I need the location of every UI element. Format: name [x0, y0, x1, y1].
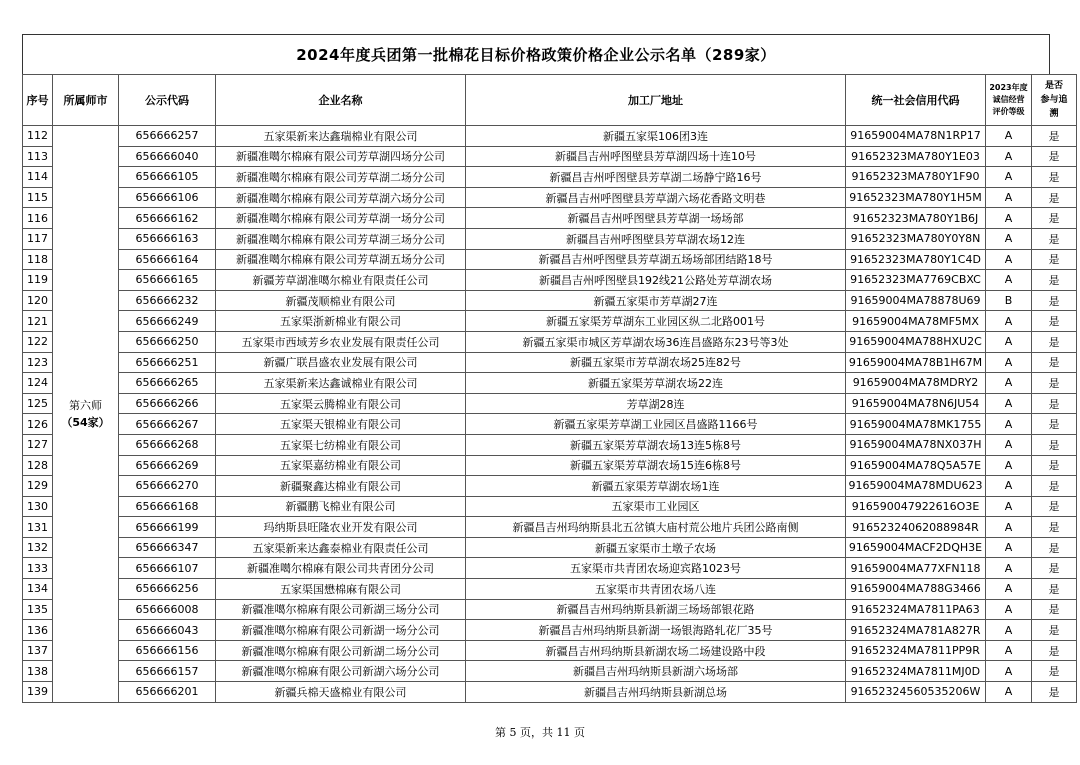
row-seq: 129	[23, 476, 53, 497]
table-row	[23, 352, 1077, 373]
row-credit-code: 91659004MA788HXU2C	[846, 331, 986, 352]
row-seq: 132	[23, 537, 53, 558]
header-code: 公示代码	[119, 75, 216, 126]
table-row	[23, 537, 1077, 558]
row-address: 新疆五家渠芳草湖东工业园区纵二北路001号	[466, 311, 846, 332]
row-seq: 139	[23, 682, 53, 703]
row-trace: 是	[1032, 434, 1077, 455]
row-company: 新疆聚鑫达棉业有限公司	[216, 476, 466, 497]
table-row	[23, 558, 1077, 579]
row-seq: 123	[23, 352, 53, 373]
row-trace: 是	[1032, 496, 1077, 517]
row-trace: 是	[1032, 311, 1077, 332]
row-company: 五家渠市西域芳乡农业发展有限责任公司	[216, 331, 466, 352]
division-cell	[53, 126, 119, 703]
row-credit-code: 916590047922616O3E	[846, 496, 986, 517]
row-company: 五家渠天银棉业有限公司	[216, 414, 466, 435]
row-rating: A	[986, 682, 1032, 703]
table-row	[23, 167, 1077, 188]
row-credit-code: 91659004MA78MDRY2	[846, 373, 986, 394]
row-seq: 133	[23, 558, 53, 579]
row-company: 新疆准噶尔棉麻有限公司芳草湖六场分公司	[216, 187, 466, 208]
header-rating-line1: 2023年度	[989, 83, 1028, 92]
row-rating: A	[986, 455, 1032, 476]
table-row	[23, 640, 1077, 661]
row-address: 新疆五家渠106团3连	[466, 126, 846, 147]
table-row	[23, 496, 1077, 517]
row-code: 656666270	[119, 476, 216, 497]
table-row	[23, 682, 1077, 703]
row-trace: 是	[1032, 414, 1077, 435]
row-credit-code: 91659004MA78Q5A57E	[846, 455, 986, 476]
row-rating: A	[986, 537, 1032, 558]
row-address: 新疆昌吉州呼图壁县芳草湖二场静宁路16号	[466, 167, 846, 188]
row-code: 656666250	[119, 331, 216, 352]
row-seq: 138	[23, 661, 53, 682]
row-code: 656666249	[119, 311, 216, 332]
row-trace: 是	[1032, 270, 1077, 291]
row-code: 656666251	[119, 352, 216, 373]
row-seq: 126	[23, 414, 53, 435]
row-credit-code: 91659004MACF2DQH3E	[846, 537, 986, 558]
table-row	[23, 517, 1077, 538]
row-trace: 是	[1032, 290, 1077, 311]
row-seq: 127	[23, 434, 53, 455]
table-row	[23, 331, 1077, 352]
row-trace: 是	[1032, 249, 1077, 270]
row-rating: A	[986, 352, 1032, 373]
row-company: 新疆准噶尔棉麻有限公司芳草湖二场分公司	[216, 167, 466, 188]
row-company: 新疆准噶尔棉麻有限公司芳草湖三场分公司	[216, 228, 466, 249]
row-code: 656666106	[119, 187, 216, 208]
row-trace: 是	[1032, 146, 1077, 167]
row-address: 新疆五家渠芳草湖工业园区昌盛路1166号	[466, 414, 846, 435]
row-address: 新疆五家渠芳草湖农场1连	[466, 476, 846, 497]
row-seq: 122	[23, 331, 53, 352]
row-trace: 是	[1032, 228, 1077, 249]
row-address: 五家渠市工业园区	[466, 496, 846, 517]
row-code: 656666157	[119, 661, 216, 682]
row-code: 656666267	[119, 414, 216, 435]
row-company: 五家渠新来达鑫泰棉业有限责任公司	[216, 537, 466, 558]
page-footer: 第 5 页，共 11 页	[495, 726, 585, 739]
row-trace: 是	[1032, 331, 1077, 352]
row-credit-code: 91652323MA780Y1E03	[846, 146, 986, 167]
row-company: 五家渠嘉纺棉业有限公司	[216, 455, 466, 476]
row-credit-code: 91652324MA7811PP9R	[846, 640, 986, 661]
row-rating: A	[986, 126, 1032, 147]
row-rating: A	[986, 434, 1032, 455]
row-code: 656666268	[119, 434, 216, 455]
row-address: 新疆昌吉州呼图壁县芳草湖六场花香路文明巷	[466, 187, 846, 208]
row-code: 656666107	[119, 558, 216, 579]
header-trace-line3: 溯	[1049, 109, 1059, 119]
row-company: 新疆准噶尔棉麻有限公司新湖二场分公司	[216, 640, 466, 661]
row-trace: 是	[1032, 393, 1077, 414]
row-code: 656666165	[119, 270, 216, 291]
table-row	[23, 455, 1077, 476]
row-rating: A	[986, 270, 1032, 291]
table-row	[23, 620, 1077, 641]
row-trace: 是	[1032, 661, 1077, 682]
row-seq: 135	[23, 599, 53, 620]
row-company: 五家渠国懋棉麻有限公司	[216, 579, 466, 600]
row-trace: 是	[1032, 167, 1077, 188]
table-row	[23, 126, 1077, 147]
table-row	[23, 434, 1077, 455]
header-address: 加工厂地址	[466, 75, 846, 126]
row-seq: 114	[23, 167, 53, 188]
row-seq: 116	[23, 208, 53, 229]
row-address: 新疆昌吉州呼图壁县芳草湖四场十连10号	[466, 146, 846, 167]
table-row	[23, 414, 1077, 435]
row-code: 656666347	[119, 537, 216, 558]
header-credit-code: 统一社会信用代码	[846, 75, 986, 126]
page-title: 2024年度兵团第一批棉花目标价格政策价格企业公示名单（289家）	[22, 34, 1050, 74]
row-company: 新疆兵棉天盛棉业有限公司	[216, 682, 466, 703]
row-seq: 113	[23, 146, 53, 167]
row-rating: A	[986, 373, 1032, 394]
row-company: 五家渠七纺棉业有限公司	[216, 434, 466, 455]
row-credit-code: 91659004MA78MDU623	[846, 476, 986, 497]
row-seq: 134	[23, 579, 53, 600]
row-code: 656666156	[119, 640, 216, 661]
row-credit-code: 91659004MA78MF5MX	[846, 311, 986, 332]
division-name: 第六师	[69, 398, 102, 412]
row-company: 新疆准噶尔棉麻有限公司新湖六场分公司	[216, 661, 466, 682]
row-seq: 118	[23, 249, 53, 270]
row-rating: A	[986, 640, 1032, 661]
header-rating-line2: 诚信经营	[992, 95, 1025, 104]
row-credit-code: 91659004MA77XFN118	[846, 558, 986, 579]
row-address: 新疆昌吉州玛纳斯县新湖一场银海路轧花厂35号	[466, 620, 846, 641]
division-count: （54家）	[61, 415, 110, 429]
row-company: 新疆广联昌盛农业发展有限公司	[216, 352, 466, 373]
row-credit-code: 91652324MA781A827R	[846, 620, 986, 641]
row-seq: 137	[23, 640, 53, 661]
row-address: 新疆昌吉州玛纳斯县新湖农场二场建设路中段	[466, 640, 846, 661]
row-rating: A	[986, 620, 1032, 641]
row-seq: 131	[23, 517, 53, 538]
table-row	[23, 249, 1077, 270]
header-trace-line1: 是否	[1044, 81, 1063, 91]
row-address: 新疆五家渠芳草湖农场15连6栋8号	[466, 455, 846, 476]
row-code: 656666164	[119, 249, 216, 270]
row-company: 五家渠浙新棉业有限公司	[216, 311, 466, 332]
row-rating: A	[986, 517, 1032, 538]
row-trace: 是	[1032, 352, 1077, 373]
document-sheet	[22, 34, 1068, 703]
row-credit-code: 91652324MA7811MJ0D	[846, 661, 986, 682]
row-rating: A	[986, 146, 1032, 167]
row-credit-code: 91652324062088984R	[846, 517, 986, 538]
row-credit-code: 91659004MA78N1RP17	[846, 126, 986, 147]
header-division: 所属师市	[53, 75, 119, 126]
row-credit-code: 91652323MA780Y1F90	[846, 167, 986, 188]
table-row	[23, 599, 1077, 620]
row-address: 五家渠市共青团农场八连	[466, 579, 846, 600]
row-rating: A	[986, 249, 1032, 270]
row-seq: 120	[23, 290, 53, 311]
row-credit-code: 91652323MA780Y0Y8N	[846, 228, 986, 249]
row-code: 656666199	[119, 517, 216, 538]
table-row	[23, 661, 1077, 682]
row-credit-code: 91652324560535206W	[846, 682, 986, 703]
table-row	[23, 476, 1077, 497]
row-company: 新疆鹏飞棉业有限公司	[216, 496, 466, 517]
row-trace: 是	[1032, 517, 1077, 538]
row-address: 新疆五家渠市芳草湖农场25连82号	[466, 352, 846, 373]
row-company: 新疆芳草湖准噶尔棉业有限责任公司	[216, 270, 466, 291]
header-trace	[1032, 75, 1077, 126]
row-address: 新疆五家渠芳草湖农场13连5栋8号	[466, 434, 846, 455]
row-rating: A	[986, 496, 1032, 517]
row-rating: A	[986, 167, 1032, 188]
row-credit-code: 91652323MA780Y1H5M	[846, 187, 986, 208]
row-address: 新疆昌吉州玛纳斯县新湖总场	[466, 682, 846, 703]
row-code: 656666201	[119, 682, 216, 703]
table-row	[23, 208, 1077, 229]
row-rating: A	[986, 331, 1032, 352]
row-company: 五家渠新来达鑫诚棉业有限公司	[216, 373, 466, 394]
row-address: 新疆五家渠市土墩子农场	[466, 537, 846, 558]
row-credit-code: 91659004MA78N6JU54	[846, 393, 986, 414]
row-address: 五家渠市共青团农场迎宾路1023号	[466, 558, 846, 579]
table-row	[23, 393, 1077, 414]
row-rating: A	[986, 579, 1032, 600]
row-code: 656666168	[119, 496, 216, 517]
row-company: 新疆准噶尔棉麻有限公司新湖一场分公司	[216, 620, 466, 641]
table-row	[23, 373, 1077, 394]
row-trace: 是	[1032, 455, 1077, 476]
row-company: 新疆准噶尔棉麻有限公司芳草湖一场分公司	[216, 208, 466, 229]
row-code: 656666162	[119, 208, 216, 229]
row-rating: A	[986, 476, 1032, 497]
row-credit-code: 91659004MA78878U69	[846, 290, 986, 311]
row-seq: 136	[23, 620, 53, 641]
row-rating: A	[986, 228, 1032, 249]
row-trace: 是	[1032, 682, 1077, 703]
row-address: 新疆五家渠市城区芳草湖农场36连昌盛路东23号等3处	[466, 331, 846, 352]
row-seq: 130	[23, 496, 53, 517]
row-address: 新疆五家渠市芳草湖27连	[466, 290, 846, 311]
table-row	[23, 270, 1077, 291]
row-seq: 128	[23, 455, 53, 476]
row-trace: 是	[1032, 476, 1077, 497]
row-seq: 121	[23, 311, 53, 332]
row-rating: A	[986, 599, 1032, 620]
row-company: 新疆准噶尔棉麻有限公司共青团分公司	[216, 558, 466, 579]
row-company: 新疆准噶尔棉麻有限公司新湖三场分公司	[216, 599, 466, 620]
table-header-row	[23, 75, 1077, 126]
row-company: 五家渠云腾棉业有限公司	[216, 393, 466, 414]
row-address: 芳草湖28连	[466, 393, 846, 414]
row-code: 656666043	[119, 620, 216, 641]
row-address: 新疆昌吉州呼图壁县芳草湖五场场部团结路18号	[466, 249, 846, 270]
table-row	[23, 187, 1077, 208]
row-address: 新疆昌吉州呼图壁县192线21公路处芳草湖农场	[466, 270, 846, 291]
row-code: 656666256	[119, 579, 216, 600]
row-code: 656666163	[119, 228, 216, 249]
row-seq: 115	[23, 187, 53, 208]
row-company: 新疆茂顺棉业有限公司	[216, 290, 466, 311]
row-trace: 是	[1032, 208, 1077, 229]
row-address: 新疆昌吉州玛纳斯县新湖六场场部	[466, 661, 846, 682]
row-trace: 是	[1032, 373, 1077, 394]
row-seq: 112	[23, 126, 53, 147]
row-address: 新疆昌吉州呼图壁县芳草湖一场场部	[466, 208, 846, 229]
row-code: 656666265	[119, 373, 216, 394]
row-company: 玛纳斯县旺隆农业开发有限公司	[216, 517, 466, 538]
row-seq: 119	[23, 270, 53, 291]
header-trace-line2: 参与追	[1040, 95, 1068, 105]
table-row	[23, 311, 1077, 332]
row-rating: A	[986, 414, 1032, 435]
row-trace: 是	[1032, 579, 1077, 600]
row-trace: 是	[1032, 126, 1077, 147]
row-seq: 117	[23, 228, 53, 249]
row-rating: A	[986, 311, 1032, 332]
row-trace: 是	[1032, 537, 1077, 558]
row-credit-code: 91659004MA788G3466	[846, 579, 986, 600]
row-rating: A	[986, 208, 1032, 229]
row-code: 656666232	[119, 290, 216, 311]
row-credit-code: 91652323MA7769CBXC	[846, 270, 986, 291]
row-address: 新疆昌吉州呼图壁县芳草湖农场12连	[466, 228, 846, 249]
header-seq: 序号	[23, 75, 53, 126]
row-address: 新疆昌吉州玛纳斯县北五岔镇大庙村荒公地片兵团公路南侧	[466, 517, 846, 538]
row-address: 新疆五家渠芳草湖农场22连	[466, 373, 846, 394]
row-credit-code: 91659004MA78NX037H	[846, 434, 986, 455]
row-company: 新疆准噶尔棉麻有限公司芳草湖五场分公司	[216, 249, 466, 270]
table-body	[23, 126, 1077, 703]
row-company: 五家渠新来达鑫瑞棉业有限公司	[216, 126, 466, 147]
row-credit-code: 91659004MA78MK1755	[846, 414, 986, 435]
row-code: 656666257	[119, 126, 216, 147]
row-code: 656666008	[119, 599, 216, 620]
row-credit-code: 91652323MA780Y1C4D	[846, 249, 986, 270]
row-seq: 124	[23, 373, 53, 394]
row-trace: 是	[1032, 599, 1077, 620]
table-row	[23, 579, 1077, 600]
header-company: 企业名称	[216, 75, 466, 126]
table-row	[23, 290, 1077, 311]
row-code: 656666040	[119, 146, 216, 167]
company-table	[22, 74, 1077, 703]
row-credit-code: 91659004MA78B1H67M	[846, 352, 986, 373]
row-seq: 125	[23, 393, 53, 414]
row-company: 新疆准噶尔棉麻有限公司芳草湖四场分公司	[216, 146, 466, 167]
row-rating: A	[986, 393, 1032, 414]
row-code: 656666105	[119, 167, 216, 188]
header-rating	[986, 75, 1032, 126]
row-code: 656666269	[119, 455, 216, 476]
row-trace: 是	[1032, 640, 1077, 661]
table-row	[23, 228, 1077, 249]
row-trace: 是	[1032, 620, 1077, 641]
row-trace: 是	[1032, 558, 1077, 579]
row-rating: A	[986, 558, 1032, 579]
header-rating-line3: 评价等级	[992, 107, 1025, 116]
row-code: 656666266	[119, 393, 216, 414]
row-rating: B	[986, 290, 1032, 311]
row-address: 新疆昌吉州玛纳斯县新湖三场场部银花路	[466, 599, 846, 620]
row-rating: A	[986, 187, 1032, 208]
row-credit-code: 91652324MA7811PA63	[846, 599, 986, 620]
row-trace: 是	[1032, 187, 1077, 208]
table-row	[23, 146, 1077, 167]
row-rating: A	[986, 661, 1032, 682]
row-credit-code: 91652323MA780Y1B6J	[846, 208, 986, 229]
